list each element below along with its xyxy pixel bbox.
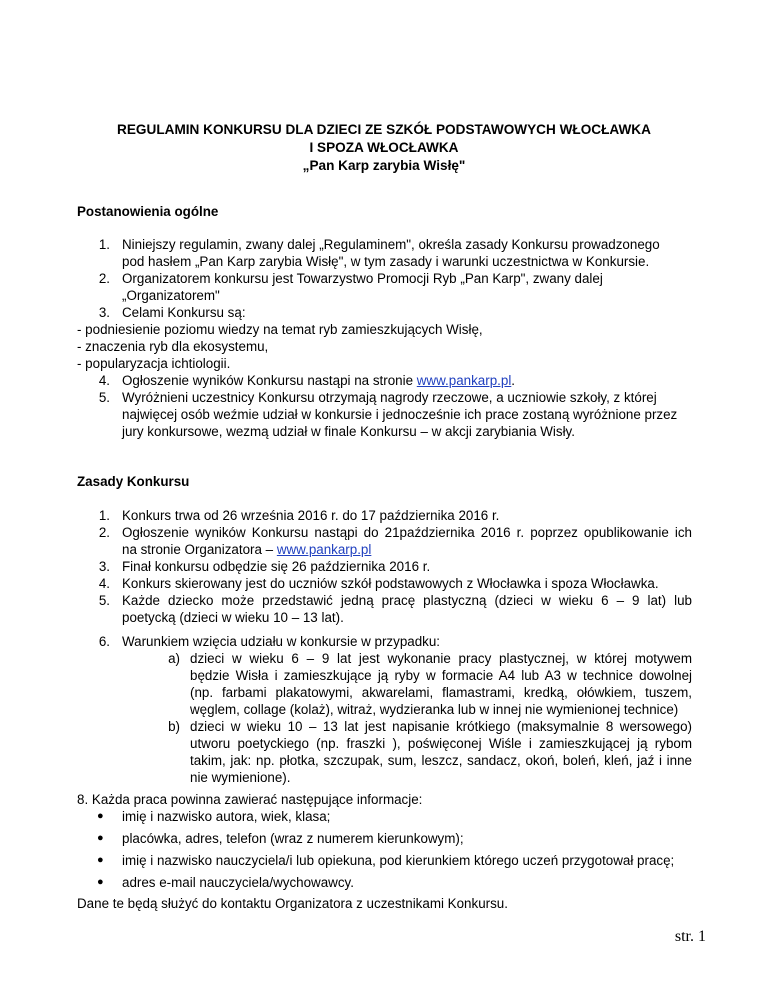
title-line-1: REGULAMIN KONKURSU DLA DZIECI ZE SZKÓŁ PODSTAWOWYCH WŁOCŁAWKA <box>117 122 651 137</box>
list-item-text: Wyróżnieni uczestnicy Konkursu otrzymają nagrody rzeczowe, a uczniowie szkoły, z której <box>122 390 657 405</box>
sublist-item-text: będzie Wisła i zamieszkujące ją ryby w formacie A4 lub A3 w technice dowolnej <box>190 668 692 683</box>
list-item-text: Celami Konkursu są: <box>122 305 246 320</box>
list-item-text-part: Ogłoszenie wyników Konkursu nastąpi na stronie <box>122 373 417 388</box>
list-item-text: Finał konkursu odbędzie się 26 października 2016 r. <box>122 559 431 574</box>
list-item-text: Niniejszy regulamin, zwany dalej „Regulaminem", określa zasady Konkursu prowadzonego <box>122 237 660 252</box>
sublist-item-text: dzieci w wieku 10 – 13 lat jest napisanie krótkiego (maksymalnie 8 wersowego) <box>190 719 692 734</box>
list-number: 3. <box>98 305 110 320</box>
website-link[interactable]: www.pankarp.pl <box>276 542 372 557</box>
list-item-text: jury konkursowe, wezmą udział w finale Konkursu – w akcji zarybiania Wisły. <box>122 424 575 439</box>
bullet-item-text: adres e-mail nauczyciela/wychowawcy. <box>122 875 354 890</box>
sublist-item-text: (np. farbami plakatowymi, akwarelami, flamastrami, kredką, ołówkiem, tuszem, <box>190 685 692 700</box>
sublist-letter: a) <box>168 651 180 666</box>
list-number: 5. <box>98 390 110 405</box>
list-number: 4. <box>98 373 110 388</box>
page-number: str. 1 <box>674 928 706 945</box>
bullet-item-text: imię i nazwisko autora, wiek, klasa; <box>122 809 331 824</box>
sublist-item-text: dzieci w wieku 6 – 9 lat jest wykonanie pracy plastycznej, w której motywem <box>190 651 692 666</box>
sublist-item-text: utworu poetyckiego (np. fraszki ), poświęconej Wiśle i zamieszkującej ją rybom <box>190 736 692 751</box>
bullet-item-text: placówka, adres, telefon (wraz z numerem kierunkowym); <box>122 831 464 846</box>
list-item-text: Konkurs trwa od 26 września 2016 r. do 17 października 2016 r. <box>122 508 500 523</box>
list-item-text: Ogłoszenie wyników Konkursu nastąpi do 21października 2016 r. poprzez opublikowanie ich <box>122 525 692 540</box>
bullet-icon: ● <box>97 876 104 888</box>
bullet-item-text: imię i nazwisko nauczyciela/i lub opiekuna, pod kierunkiem którego uczeń przygotował pracę; <box>122 853 675 868</box>
sublist-letter: b) <box>168 719 180 734</box>
list-item-text: pod hasłem „Pan Karp zarybia Wisłę", w tym zasady i warunki uczestnictwa w Konkursie. <box>122 254 650 269</box>
paragraph-item-8: 8. Każda praca powinna zawierać następujące informacje: <box>77 792 423 807</box>
sublist-item-text: takim, jak: np. płotka, szczupak, sum, leszcz, sandacz, okoń, boleń, kleń, jaź i inne <box>190 753 692 768</box>
bullet-icon: ● <box>97 832 104 844</box>
list-item-text: poetycką (dzieci w wieku 10 – 13 lat). <box>122 610 344 625</box>
bullet-icon: ● <box>97 810 104 822</box>
closing-paragraph: Dane te będą służyć do kontaktu Organizatora z uczestnikami Konkursu. <box>77 896 508 911</box>
list-number: 2. <box>98 525 110 540</box>
sublist-item-text: węglem, collage (kolaż), witraż, wydzieranka lub w innej nie wymienionej technice) <box>190 702 679 717</box>
title-line-2: I SPOZA WŁOCŁAWKA <box>309 140 459 155</box>
goal-item: - popularyzacja ichtiologii. <box>77 356 231 371</box>
list-item-text: Warunkiem wzięcia udziału w konkursie w przypadku: <box>122 634 441 649</box>
list-item-text: Konkurs skierowany jest do uczniów szkół podstawowych z Włocławka i spoza Włocławka. <box>122 576 659 591</box>
sublist-item-text: nie wymienione). <box>190 770 291 785</box>
goal-item: - podniesienie poziomu wiedzy na temat ryb zamieszkujących Wisłę, <box>77 322 483 337</box>
list-number: 1. <box>98 508 110 523</box>
document-title <box>60 121 708 175</box>
list-item-text: „Organizatorem" <box>122 288 220 303</box>
section-heading-general: Postanowienia ogólne <box>77 204 219 219</box>
section-heading-rules: Zasady Konkursu <box>77 474 190 489</box>
list-item-text <box>122 541 371 558</box>
list-number: 4. <box>98 576 110 591</box>
website-link[interactable]: www.pankarp.pl <box>416 373 512 388</box>
list-item-text-part: . <box>511 373 516 388</box>
list-number: 3. <box>98 559 110 574</box>
list-item-text <box>122 372 515 389</box>
list-item-text: Każde dziecko może przedstawić jedną pracę plastyczną (dzieci w wieku 6 – 9 lat) lub <box>122 593 692 608</box>
list-item-text-part: na stronie Organizatora – <box>122 542 277 557</box>
title-line-3: „Pan Karp zarybia Wisłę" <box>302 158 466 173</box>
list-number: 6. <box>98 634 110 649</box>
bullet-icon: ● <box>97 854 104 866</box>
list-number: 5. <box>98 593 110 608</box>
list-item-text: najwięcej osób weźmie udział w konkursie i jednocześnie ich prace zostaną wyróżnione przez <box>122 407 678 422</box>
list-number: 2. <box>98 271 110 286</box>
list-item-text: Organizatorem konkursu jest Towarzystwo Promocji Ryb „Pan Karp", zwany dalej <box>122 271 603 286</box>
goal-item: - znaczenia ryb dla ekosystemu, <box>77 339 269 354</box>
list-number: 1. <box>98 237 110 252</box>
